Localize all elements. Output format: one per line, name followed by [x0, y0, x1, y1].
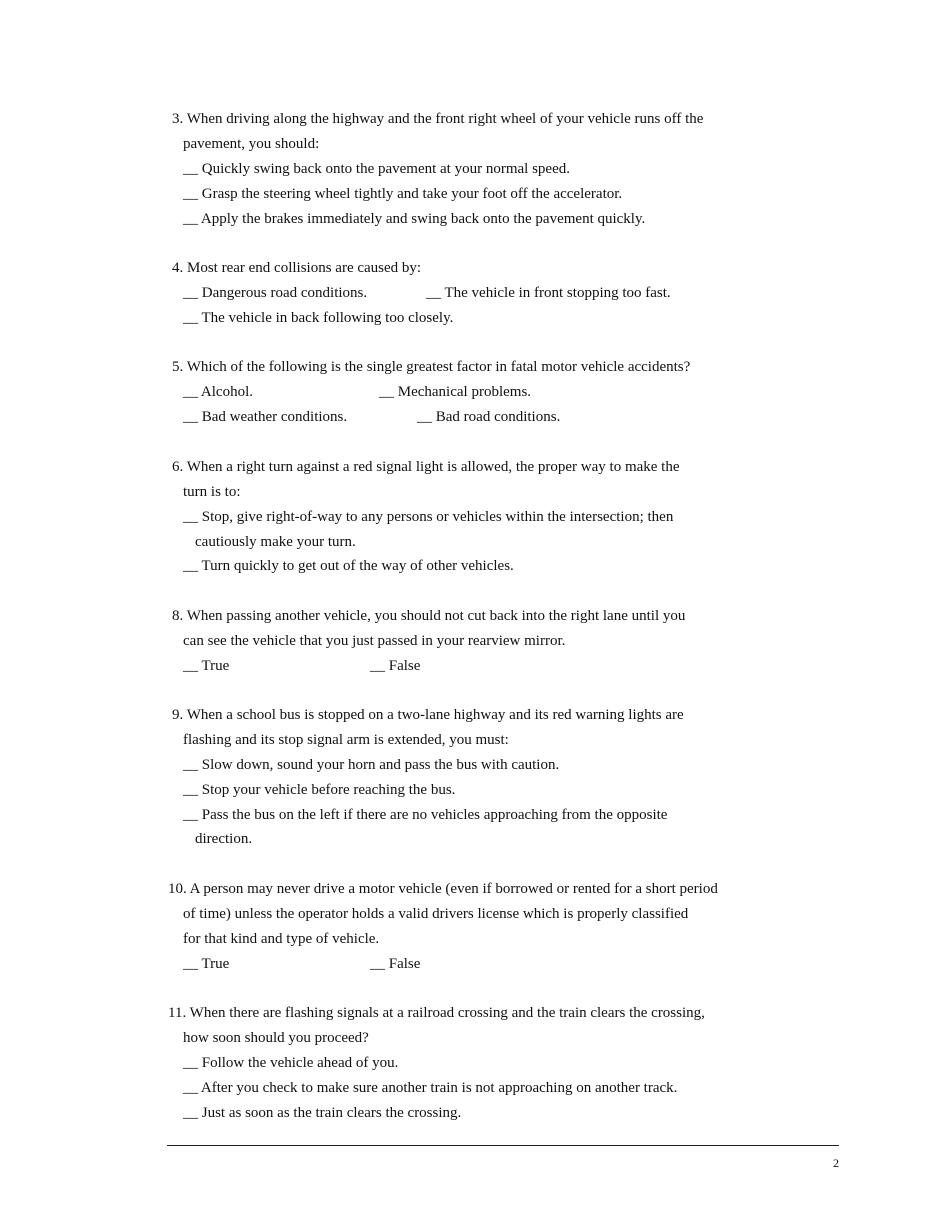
- question-11-stem: 11. When there are flashing signals at a railroad crossing and the train clears the crossing,: [168, 1005, 705, 1021]
- question-10-option-true: __ True: [183, 956, 230, 972]
- question-10-option-false: __ False: [370, 956, 421, 972]
- question-10-stem: 10. A person may never drive a motor vehicle (even if borrowed or rented for a short period: [168, 881, 718, 897]
- question-10-stem-cont-2: for that kind and type of vehicle.: [183, 931, 380, 947]
- question-4-option-b: __ The vehicle in front stopping too fast.: [426, 285, 671, 301]
- question-5-option-d: __ Bad road conditions.: [417, 409, 561, 425]
- question-9-stem: 9. When a school bus is stopped on a two-lane highway and its red warning lights are: [172, 707, 684, 723]
- question-4-option-c: __ The vehicle in back following too closely.: [183, 310, 454, 326]
- question-11-option-c: __ Just as soon as the train clears the crossing.: [183, 1105, 462, 1121]
- question-4-option-a: __ Dangerous road conditions.: [183, 285, 368, 301]
- question-3-option-b: __ Grasp the steering wheel tightly and take your foot off the accelerator.: [183, 186, 623, 202]
- question-8-option-false: __ False: [370, 658, 421, 674]
- question-10-stem-cont-1: of time) unless the operator holds a valid drivers license which is properly classified: [183, 906, 689, 922]
- question-8-option-true: __ True: [183, 658, 230, 674]
- question-4-stem: 4. Most rear end collisions are caused by:: [172, 260, 422, 276]
- question-3-stem: 3. When driving along the highway and the front right wheel of your vehicle runs off the: [172, 111, 704, 127]
- question-9-stem-cont: flashing and its stop signal arm is extended, you must:: [183, 732, 509, 748]
- question-3-stem-cont: pavement, you should:: [183, 136, 320, 152]
- question-5-option-b: __ Mechanical problems.: [379, 384, 532, 400]
- question-3-option-a: __ Quickly swing back onto the pavement at your normal speed.: [183, 161, 570, 177]
- question-5-stem: 5. Which of the following is the single greatest factor in fatal motor vehicle accidents?: [172, 359, 691, 375]
- question-6-option-a-cont: cautiously make your turn.: [195, 534, 356, 550]
- question-6-option-a: __ Stop, give right-of-way to any persons or vehicles within the intersection; then: [183, 509, 674, 525]
- question-9-option-a: __ Slow down, sound your horn and pass the bus with caution.: [183, 757, 560, 773]
- question-6-stem-cont: turn is to:: [183, 484, 241, 500]
- question-9-option-c: __ Pass the bus on the left if there are no vehicles approaching from the opposite: [183, 807, 668, 823]
- question-8-stem: 8. When passing another vehicle, you should not cut back into the right lane until you: [172, 608, 686, 624]
- question-5-option-a: __ Alcohol.: [183, 384, 253, 400]
- page-number: 2: [833, 1156, 839, 1170]
- question-9-option-b: __ Stop your vehicle before reaching the bus.: [183, 782, 456, 798]
- question-5-option-c: __ Bad weather conditions.: [183, 409, 348, 425]
- question-8-stem-cont: can see the vehicle that you just passed in your rearview mirror.: [183, 633, 566, 649]
- footer-rule: [167, 1145, 839, 1146]
- question-6-stem: 6. When a right turn against a red signal light is allowed, the proper way to make the: [172, 459, 680, 475]
- question-11-option-b: __ After you check to make sure another train is not approaching on another track.: [183, 1080, 678, 1096]
- question-9-option-c-cont: direction.: [195, 831, 253, 847]
- question-6-option-b: __ Turn quickly to get out of the way of other vehicles.: [183, 558, 514, 574]
- question-11-stem-cont: how soon should you proceed?: [183, 1030, 369, 1046]
- question-11-option-a: __ Follow the vehicle ahead of you.: [183, 1055, 399, 1071]
- question-3-option-c: __ Apply the brakes immediately and swing back onto the pavement quickly.: [183, 211, 646, 227]
